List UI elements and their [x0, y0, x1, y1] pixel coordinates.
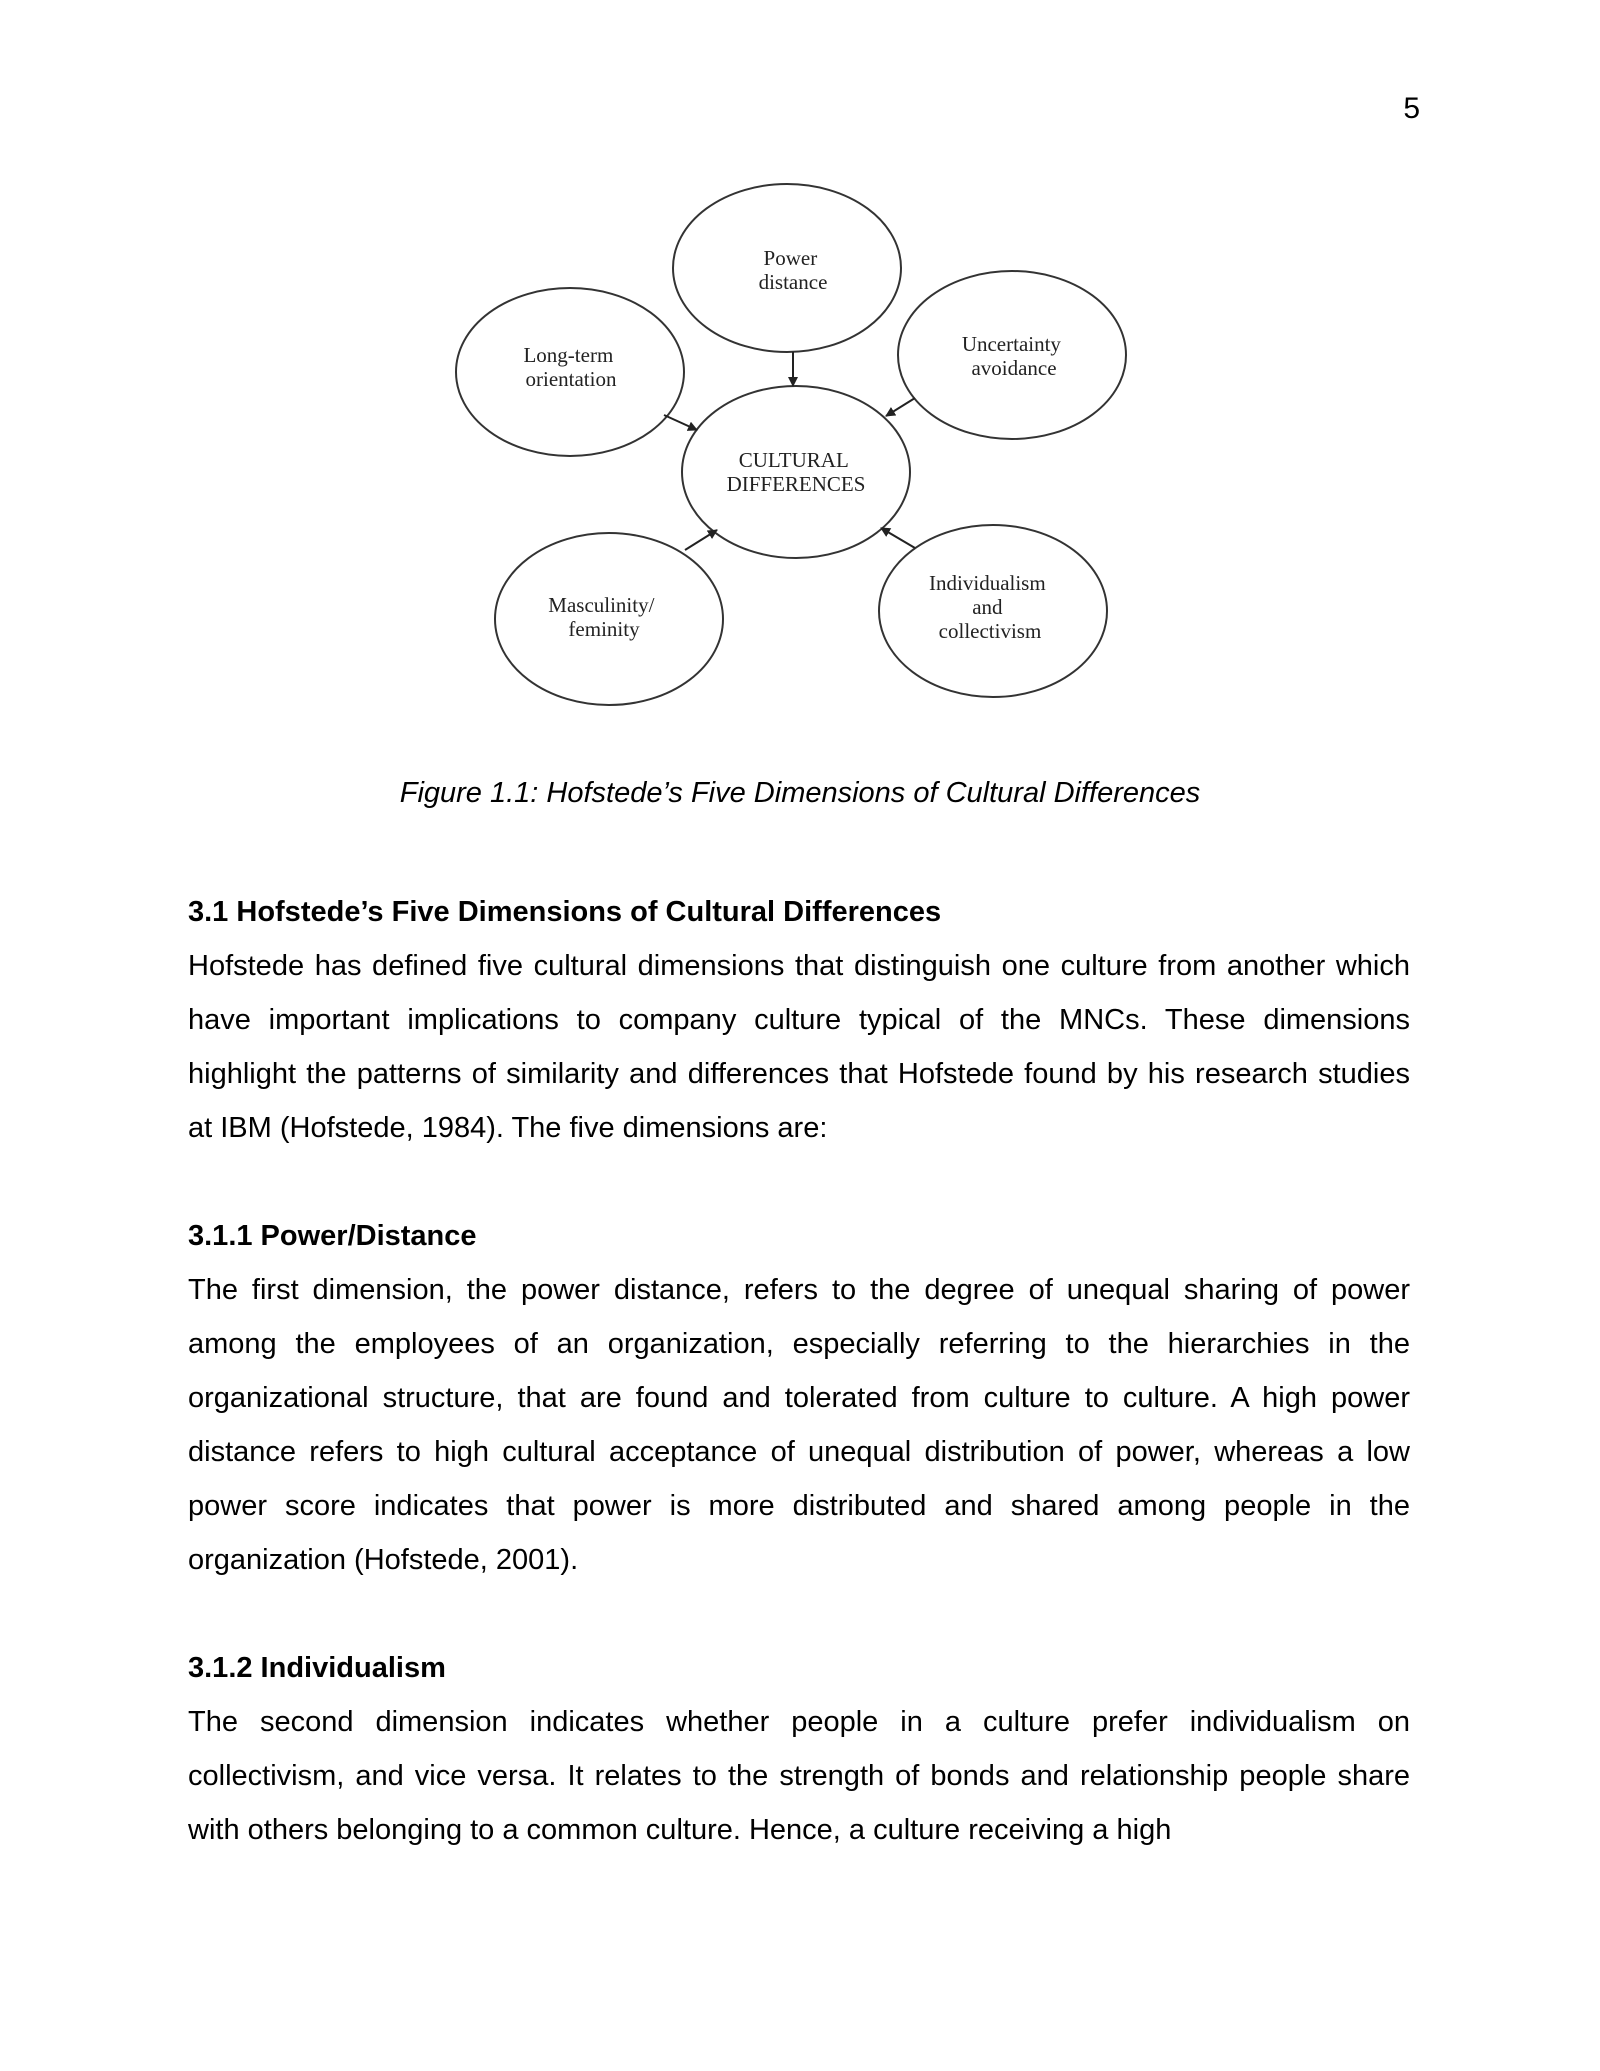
svg-text:CULTURAL DIFFERENCES: [727, 448, 866, 496]
center-label-line-2: DIFFERENCES: [726, 472, 866, 496]
masculinity-label-line-1: Masculinity/: [548, 593, 655, 617]
masculinity-label-line-2: feminity: [568, 617, 640, 641]
svg-text:Long-term orientation: [523, 343, 618, 391]
arrow-masculinity: [685, 530, 717, 550]
center-label-line-1: CULTURAL: [738, 448, 849, 472]
section-paragraph-3-1: Hofstede has defined five cultural dimensions that distinguish one culture from another which have important implications to company culture typical of the MNCs. These dimensions highlight the patterns of similarity and differences that Hofstede found by his research studies at IBM (Hofstede, 1984). The five dimensions are:: [188, 950, 1410, 1144]
hofstede-diagram: [440, 180, 1160, 740]
power-distance-node: [673, 184, 901, 352]
arrow-uncertainty: [886, 398, 915, 416]
section-heading-3-1-1: 3.1.1 Power/Distance: [188, 1220, 477, 1252]
arrow-long-term: [664, 415, 697, 430]
individualism-label-line-3: collectivism: [938, 619, 1042, 643]
uncertainty-avoidance-node: [898, 271, 1126, 439]
power-distance-label-line-2: distance: [758, 270, 828, 294]
center-node: [682, 386, 910, 558]
page-number: 5: [1403, 92, 1420, 125]
long-term-orientation-node: [456, 288, 684, 456]
section-heading-3-1: 3.1 Hofstede’s Five Dimensions of Cultural Differences: [188, 896, 942, 928]
arrow-individualism: [881, 528, 915, 548]
section-paragraph-3-1-1: The first dimension, the power distance, refers to the degree of unequal sharing of power among the employees of an organization, especially referring to the hierarchies in the organizational structure, that are found and tolerated from culture to culture. A high power distance refers to high cultural acceptance of unequal distribution of power, whereas a low power score indicates that power is more distributed and shared among people in the organization (Hofstede, 2001).: [188, 1274, 1410, 1576]
uncertainty-label-line-2: avoidance: [971, 356, 1057, 380]
long-term-label-line-2: orientation: [525, 367, 617, 391]
individualism-label-line-1: Individualism: [929, 571, 1046, 595]
masculinity-node: [495, 533, 723, 705]
uncertainty-label-line-1: Uncertainty: [961, 332, 1061, 356]
long-term-label-line-1: Long-term: [523, 343, 614, 367]
individualism-node: [879, 525, 1107, 697]
document-body: [188, 885, 1410, 1857]
figure-caption: Figure 1.1: Hofstede’s Five Dimensions of Cultural Differences: [399, 777, 1201, 809]
individualism-label-line-2: and: [972, 595, 1003, 619]
power-distance-label-line-1: Power: [763, 246, 818, 270]
svg-text:Uncertainty avoidance: [962, 332, 1066, 380]
svg-text:Power distance: [759, 246, 828, 294]
section-paragraph-3-1-2: The second dimension indicates whether people in a culture prefer individualism on collectivism, and vice versa. It relates to the strength of bonds and relationship people share with others belonging to a common culture. Hence, a culture receiving a high: [188, 1706, 1410, 1846]
section-heading-3-1-2: 3.1.2 Individualism: [188, 1652, 446, 1684]
